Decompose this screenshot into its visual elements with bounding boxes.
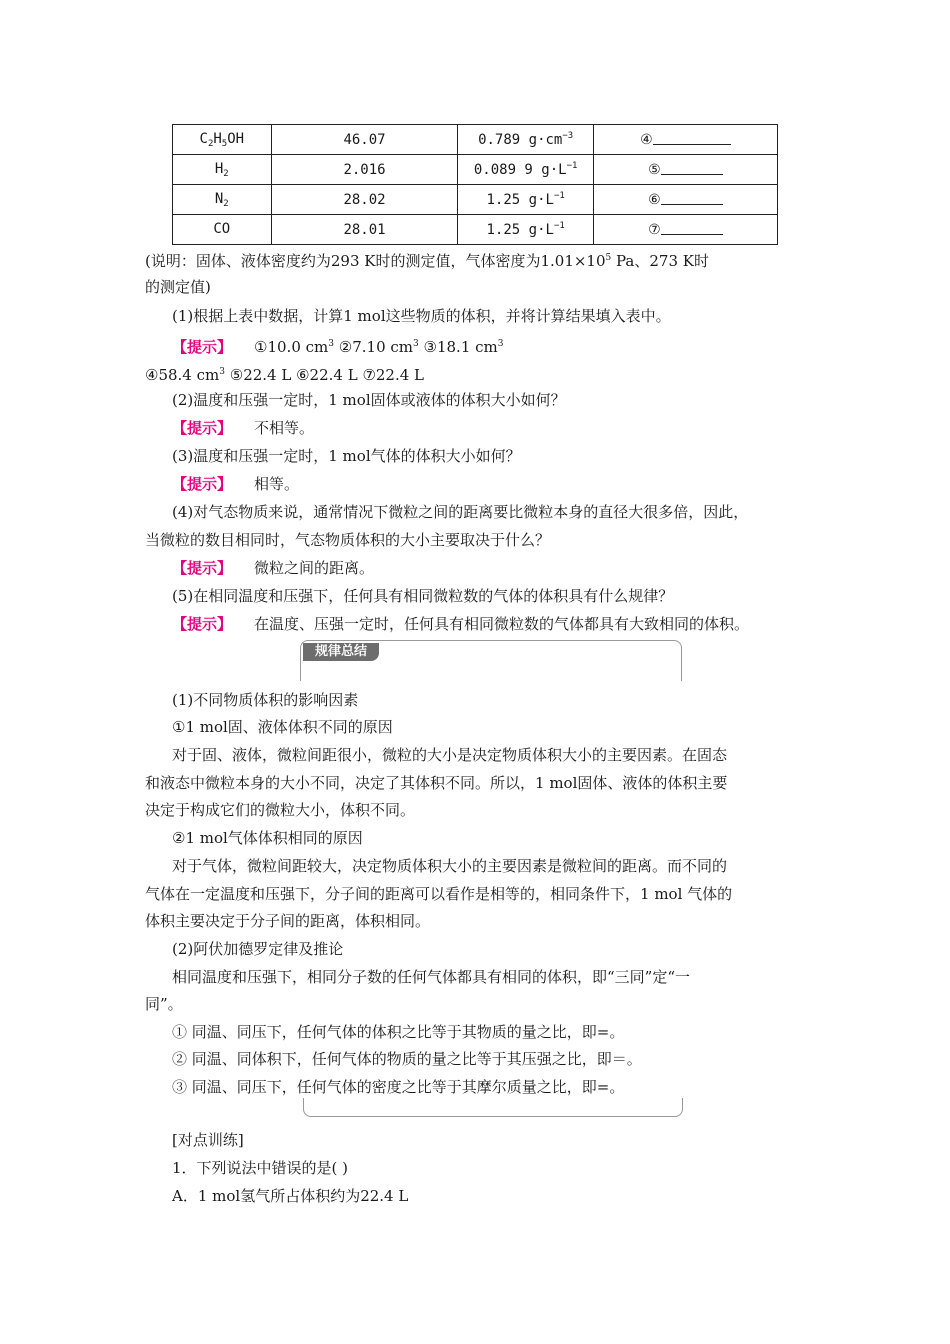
- hint-label: 【提示】: [172, 419, 233, 437]
- density-cell: 1.25 $g\cdot L^{-1}$: [458, 215, 593, 245]
- law-para-a: 相同温度和压强下，相同分子数的任何气体都具有相同的体积，即“三同”定“一: [172, 968, 691, 986]
- summary-heading-1: (1)不同物质体积的影响因素: [172, 691, 359, 709]
- summary-sub-2: ②1 mol气体体积相同的原因: [172, 829, 363, 847]
- hint-label: 【提示】: [172, 338, 233, 356]
- table-row: [173, 125, 778, 155]
- corollary-2: ② 同温、同体积下，任何气体的物质的量之比等于其压强之比，即＝。: [172, 1050, 642, 1068]
- table-row: [173, 215, 778, 245]
- summary-para-2c: 体积主要决定于分子间的距离，体积相同。: [145, 912, 431, 930]
- question-4-line-2: 当微粒的数目相同时，气态物质体积的大小主要取决于什么？: [145, 531, 551, 549]
- summary-para-1b: 和液态中微粒本身的大小不同，决定了其体积不同。所以，1 mol固体、液体的体积主要: [145, 774, 728, 792]
- volume-answer-cell: ⑤: [593, 155, 777, 185]
- table-row: [173, 155, 778, 185]
- substance-cell: $C_2H_5OH$: [173, 125, 272, 155]
- law-para-b: 同”。: [145, 995, 183, 1013]
- volume-answer-cell: ⑦: [593, 215, 777, 245]
- volume-answer-cell: ⑥: [593, 185, 777, 215]
- hint-label: 【提示】: [172, 475, 233, 493]
- question-4-line-1: (4)对气态物质来说，通常情况下微粒之间的距离要比微粒本身的直径大很多倍，因此，: [172, 503, 749, 521]
- summary-para-2b: 气体在一定温度和压强下，分子间的距离可以看作是相等的，相同条件下，1 mol 气体的: [145, 885, 733, 903]
- question-1: (1)根据上表中数据，计算1 mol这些物质的体积，并将计算结果填入表中。: [172, 307, 671, 325]
- table-row: [173, 185, 778, 215]
- hint-5: 【提示】 在温度、压强一定时，任何具有相同微粒数的气体都具有大致相同的体积。: [172, 615, 750, 633]
- practice-question: 1．下列说法中错误的是( ): [172, 1159, 349, 1177]
- hint-label: 【提示】: [172, 615, 233, 633]
- question-5: (5)在相同温度和压强下，任何具有相同微粒数的气体的体积具有什么规律？: [172, 587, 674, 605]
- answer-blank[interactable]: [661, 162, 723, 175]
- summary-sub-1: ①1 mol固、液体体积不同的原因: [172, 718, 393, 736]
- molar-volume-table: [172, 124, 778, 245]
- summary-para-2a: 对于气体，微粒间距较大，决定物质体积大小的主要因素是微粒间的距离。而不同的: [172, 857, 728, 875]
- density-cell: 0.089 9 $g\cdot L^{-1}$: [458, 155, 593, 185]
- hint-label: 【提示】: [172, 559, 233, 577]
- corollary-1: ① 同温、同压下，任何气体的体积之比等于其物质的量之比，即=。: [172, 1023, 625, 1041]
- molar-mass-cell: 28.02: [271, 185, 458, 215]
- hint-3: 【提示】 相等。: [172, 475, 300, 493]
- density-cell: 0.789 $g\cdot cm^{-3}$: [458, 125, 593, 155]
- answer-blank[interactable]: [653, 132, 731, 145]
- substance-cell: $N_2$: [173, 185, 272, 215]
- answer-blank[interactable]: [661, 192, 723, 205]
- summary-box-bottom: [303, 1098, 683, 1117]
- molar-mass-cell: 28.01: [271, 215, 458, 245]
- hint-1-continued: ④58.4 $cm^3$ ⑤22.4 L ⑥22.4 L ⑦22.4 L: [145, 366, 425, 384]
- summary-heading-2: (2)阿伏加德罗定律及推论: [172, 940, 344, 958]
- summary-para-1c: 决定于构成它们的微粒大小，体积不同。: [145, 801, 416, 819]
- summary-para-1a: 对于固、液体，微粒间距很小，微粒的大小是决定物质体积大小的主要因素。在固态: [172, 746, 728, 764]
- substance-cell: $H_2$: [173, 155, 272, 185]
- substance-cell: CO: [173, 215, 272, 245]
- hint-2: 【提示】 不相等。: [172, 419, 315, 437]
- molar-mass-cell: 46.07: [271, 125, 458, 155]
- molar-mass-cell: 2.016: [271, 155, 458, 185]
- corollary-3: ③ 同温、同压下，任何气体的密度之比等于其摩尔质量之比，即=。: [172, 1078, 625, 1096]
- density-cell: 1.25 $g\cdot L^{-1}$: [458, 185, 593, 215]
- note-line-1: (说明：固体、液体密度约为293 K时的测定值，气体密度为$1.01\times 10^5$ Pa、273 K时: [145, 252, 709, 270]
- note-line-2: 的测定值): [145, 278, 211, 296]
- hint-1: 【提示】 ①10.0 $cm^3$ ②7.10 $cm^3$ ③18.1 $cm^3$: [172, 338, 504, 356]
- question-2: (2)温度和压强一定时，1 mol固体或液体的体积大小如何？: [172, 391, 566, 409]
- practice-option-a: A．1 mol氢气所占体积约为22.4 L: [172, 1187, 409, 1205]
- summary-label: 规律总结: [303, 643, 379, 661]
- volume-answer-cell: ④: [593, 125, 777, 155]
- answer-blank[interactable]: [661, 222, 723, 235]
- hint-4: 【提示】 微粒之间的距离。: [172, 559, 375, 577]
- question-3: (3)温度和压强一定时，1 mol气体的体积大小如何？: [172, 447, 521, 465]
- practice-title: [对点训练]: [172, 1131, 244, 1149]
